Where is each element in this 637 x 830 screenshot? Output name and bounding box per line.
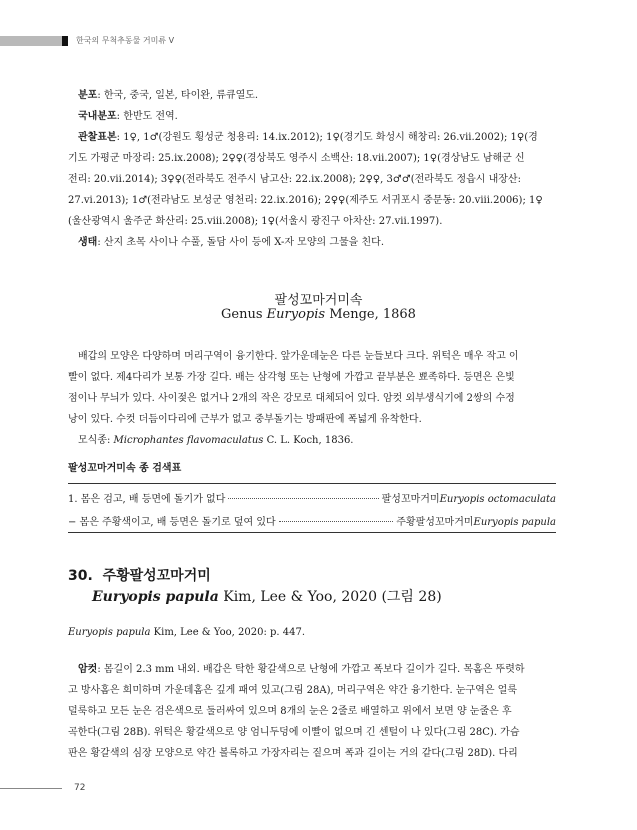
- genus-desc-line: 점이나 무늬가 있다. 사이젖은 없거나 2개의 작은 강모로 대체되어 있다. 암컷 외부생식기에 2쌍의 수정: [68, 393, 515, 404]
- genus-desc-line: 배갑의 모양은 다양하며 머리구역이 융기한다. 앞가운데눈은 다른 눈들보다 크다. 위턱은 매우 작고 이: [78, 351, 519, 362]
- genus-desc-line: 빨이 없다. 제4다리가 보통 가장 길다. 배는 삼각형 또는 난형에 가깝고 끝부분은 뾰족하다. 등면은 은빛: [68, 372, 515, 383]
- genus-title-korean: 팔성꼬마거미속: [274, 293, 363, 308]
- specimens-line: 27.vi.2013); 1♂(전라남도 보성군 영천리: 22.ix.2016); 2♀♀(제주도 서귀포시 중문동: 20.viii.2006); 1♀: [68, 195, 543, 206]
- key-row: 1. 몸은 검고, 배 등면에 돌기가 없다 팔성꼬마거미 Euryopis octomaculata: [68, 494, 556, 505]
- female-desc-line: 고 방사홈은 희미하며 가운데홈은 깊게 패여 있고(그림 28A), 머리구역은 약간 융기한다. 눈구역은 얼룩: [68, 685, 517, 696]
- specimens-line: 기도 가평군 마장리: 25.ix.2008); 2♀♀(경상북도 영주시 소백산: 18.vii.2007); 1♀(경상남도 남해군 신: [68, 153, 525, 164]
- ecology: 생태: 산지 초목 사이나 수풀, 돌담 사이 등에 X-자 모양의 그물을 친다.: [78, 237, 385, 248]
- genus-title: Genus Euryopis Menge, 1868: [221, 307, 416, 322]
- key-top-rule: [68, 483, 556, 484]
- page-number: 72: [74, 783, 86, 793]
- key-bottom-rule: [68, 532, 556, 533]
- key-title: 팔성꼬마거미속 종 검색표: [68, 463, 182, 474]
- running-title: 한국의 무척추동물 거미류 V: [76, 36, 175, 45]
- species-heading: 30. 주황팔성꼬마거미: [68, 568, 211, 584]
- female-desc-line: 덜룩하고 모든 눈은 검은색으로 둘러싸여 있으며 8개의 눈은 2줄로 배열하고 위에서 보면 양 눈줄은 후: [68, 706, 512, 717]
- header-bar-accent: [62, 36, 68, 46]
- female-desc-line: 판은 황갈색의 심장 모양으로 약간 볼록하고 가장자리는 짙으며 폭과 길이는 거의 같다(그림 28D). 다리: [68, 748, 518, 759]
- species-citation: Euryopis papula Kim, Lee & Yoo, 2020: p. 447.: [68, 627, 306, 638]
- distribution: 분포: 한국, 중국, 일본, 타이완, 류큐열도.: [78, 90, 259, 101]
- specimens-line: 전리: 20.vii.2014); 3♀♀(전라북도 전주시 남고산: 22.ix.2008); 2♀♀, 3♂♂(전라북도 정읍시 내장산:: [68, 174, 521, 185]
- key-row: − 몸은 주황색이고, 배 등면은 돌기로 덮여 있다 주황팔성꼬마거미 Euryopis papula: [68, 517, 556, 528]
- specimens-line: 관찰표본: 1♀, 1♂(강원도 횡성군 청용리: 14.ix.2012); 1♀(경기도 화성시 해창리: 26.vii.2002); 1♀(경: [78, 132, 538, 143]
- specimens-line: (울산광역시 울주군 화산리: 25.viii.2008); 1♀(서울시 광진구 아차산: 27.vii.1997).: [68, 216, 443, 227]
- type-species: 모식종: Microphantes flavomaculatus C. L. Koch, 1836.: [78, 435, 354, 446]
- domestic-distribution: 국내분포: 한반도 전역.: [78, 111, 178, 122]
- female-desc-line: 곡한다(그림 28B). 위턱은 황갈색으로 양 엄니두덩에 이빨이 없으며 긴 센털이 나 있다(그림 28C). 가슴: [68, 727, 520, 738]
- female-desc-line: 암컷: 몸길이 2.3 mm 내외. 배갑은 탁한 황갈색으로 난형에 가깝고 폭보다 길이가 길다. 목홈은 뚜렷하: [78, 664, 525, 675]
- genus-desc-line: 낭이 있다. 수컷 더듬이다리에 근부가 없고 중부돌기는 방패판에 폭넓게 유착한다.: [68, 414, 422, 425]
- header-bar: [0, 36, 62, 46]
- species-scientific-name: Euryopis papula Kim, Lee & Yoo, 2020 (그림 28): [92, 589, 442, 605]
- footer-rule: [0, 788, 62, 789]
